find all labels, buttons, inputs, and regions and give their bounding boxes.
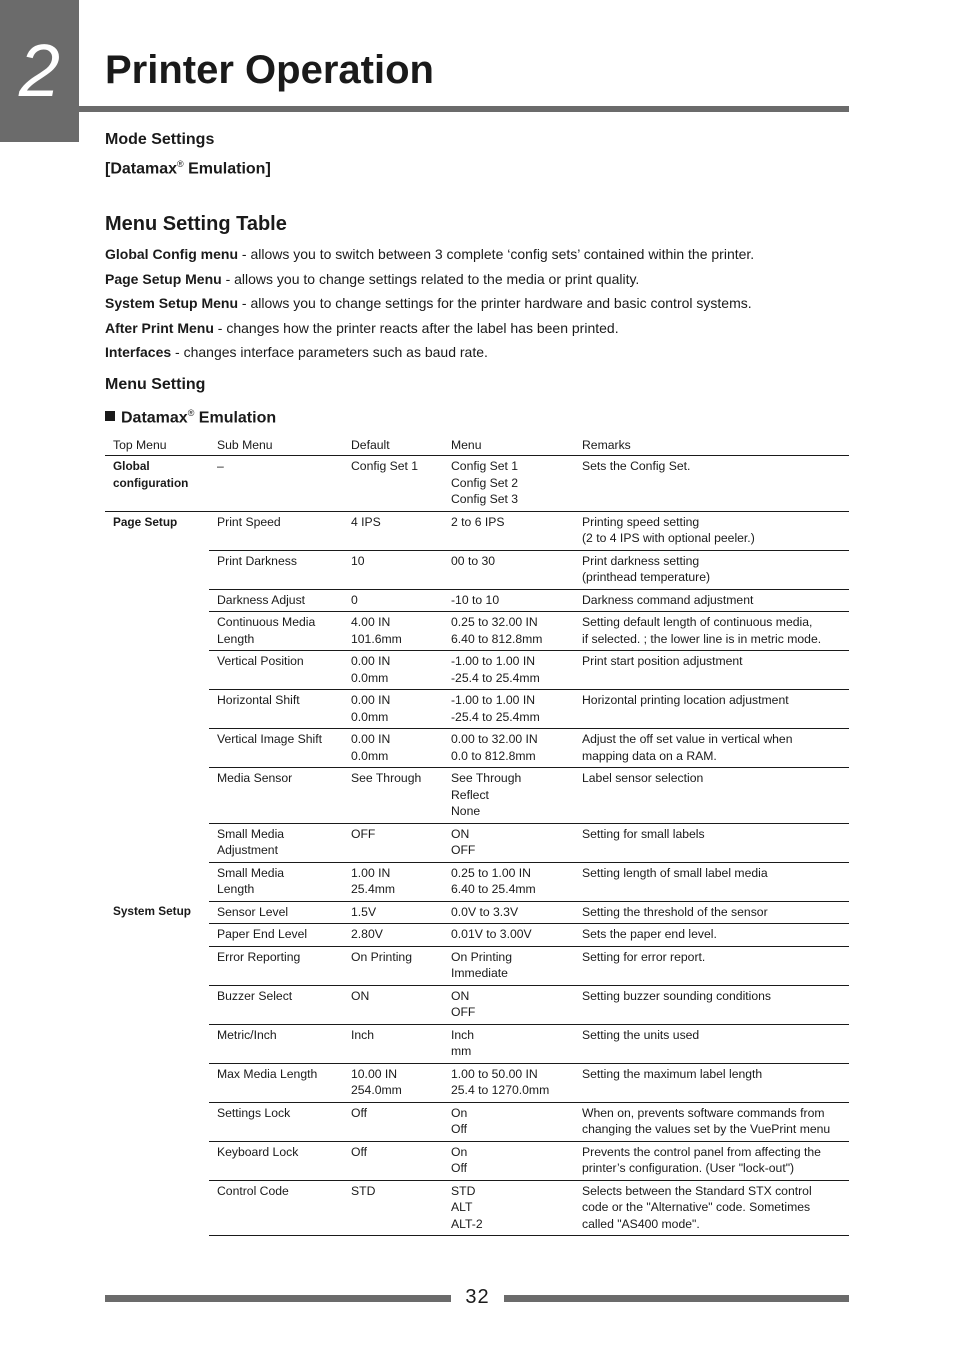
menu-cell <box>443 823 574 862</box>
remarks-cell-line: code or the "Alternative" code. Sometimes <box>582 1200 811 1214</box>
table-row <box>105 550 849 589</box>
menu-cell-line: Inch <box>451 1027 475 1042</box>
remarks-cell-line: changing the values set by the VuePrint menu <box>582 1122 831 1136</box>
sub-menu-cell <box>209 690 343 729</box>
default-cell-line: 0.00 IN <box>351 732 391 746</box>
default-cell-line: 10.00 IN <box>351 1066 398 1081</box>
remarks-cell <box>574 550 849 589</box>
table-row <box>105 1102 849 1141</box>
menu-cell-line: On <box>451 1144 468 1159</box>
default-cell-line: Off <box>351 1144 368 1159</box>
top-menu-cell-line: Page Setup <box>113 514 178 529</box>
sub-menu-cell-line: Horizontal Shift <box>217 693 300 707</box>
default-cell <box>343 589 443 612</box>
chapter-number: 2 <box>18 29 61 112</box>
sub-menu-cell-line: Print Darkness <box>217 553 297 568</box>
menu-cell-line: 00 to 30 <box>451 553 496 568</box>
table-row <box>105 690 849 729</box>
default-cell <box>343 768 443 824</box>
sub-menu-cell <box>209 589 343 612</box>
menu-cell-line: ALT <box>451 1200 473 1214</box>
mode-settings-line: Mode Settings <box>105 131 215 148</box>
default-cell-line: 2.80V <box>351 927 383 941</box>
menu-cell <box>443 1024 574 1063</box>
description-text: - changes interface parameters such as baud rate. <box>171 344 488 361</box>
sub-menu-cell-line: Sensor Level <box>217 904 289 919</box>
registered-mark: ® <box>177 159 184 169</box>
description-line <box>105 291 845 316</box>
menu-cell-line: Config Set 3 <box>451 492 519 506</box>
default-cell-line: Inch <box>351 1027 375 1042</box>
menu-cell <box>443 1063 574 1102</box>
table-row <box>105 1180 849 1236</box>
sub-menu-cell <box>209 1180 343 1236</box>
emulation-brand: [Datamax <box>105 160 178 178</box>
sub-menu-cell <box>209 511 343 550</box>
menu-cell-line: -1.00 to 1.00 IN <box>451 693 536 707</box>
description-term: Global Config menu <box>105 246 238 262</box>
default-cell <box>343 651 443 690</box>
description-term: Page Setup Menu <box>105 270 222 287</box>
default-cell-line: Config Set 1 <box>351 459 419 473</box>
table-row <box>105 456 849 512</box>
sub-menu-cell-line: Metric/Inch <box>217 1027 277 1042</box>
sub-menu-cell-line: Darkness Adjust <box>217 592 306 607</box>
default-cell <box>343 946 443 985</box>
remarks-cell <box>574 1024 849 1063</box>
default-cell-line: 0.0mm <box>351 670 389 685</box>
remarks-cell-line: Setting length of small label media <box>582 865 768 880</box>
sub-menu-cell-line: Error Reporting <box>217 949 301 964</box>
sub-menu-cell <box>209 946 343 985</box>
menu-cell-line: Immediate <box>451 966 508 980</box>
table-row <box>105 1024 849 1063</box>
default-cell-line: 10 <box>351 553 365 568</box>
sub-menu-cell-line: Media Sensor <box>217 771 293 785</box>
table-row <box>105 901 849 924</box>
sub-menu-cell <box>209 1141 343 1180</box>
section-title: Menu Setting Table <box>105 213 287 235</box>
sub-menu-cell-line: Small Media <box>217 865 285 880</box>
menu-cell-line: Reflect <box>451 787 489 802</box>
remarks-cell-line: Setting the threshold of the sensor <box>582 904 768 919</box>
square-bullet-icon <box>105 411 115 421</box>
default-cell-line: 4.00 IN <box>351 615 391 629</box>
table-row <box>105 589 849 612</box>
default-cell-line: STD <box>351 1183 376 1198</box>
default-cell <box>343 690 443 729</box>
remarks-cell <box>574 985 849 1024</box>
default-cell-line: 0.0mm <box>351 748 389 763</box>
table-row <box>105 985 849 1024</box>
footer-bar-left <box>105 1295 451 1302</box>
remarks-cell-line: Sets the Config Set. <box>582 459 691 473</box>
menu-cell-line: None <box>451 804 481 818</box>
remarks-cell <box>574 768 849 824</box>
header-remarks: Remarks <box>574 436 849 456</box>
page-title: Printer Operation <box>105 48 434 92</box>
top-menu-cell <box>105 511 209 901</box>
menu-cell-line: Off <box>451 1122 468 1136</box>
remarks-cell <box>574 589 849 612</box>
remarks-cell-line: Setting for small labels <box>582 826 705 841</box>
remarks-cell <box>574 511 849 550</box>
table-row <box>105 511 849 550</box>
sub-menu-cell <box>209 768 343 824</box>
remarks-cell <box>574 729 849 768</box>
menu-cell-line: 25.4 to 1270.0mm <box>451 1083 550 1097</box>
sub-menu-cell <box>209 729 343 768</box>
remarks-cell-line: Setting for error report. <box>582 949 706 964</box>
default-cell-line: Off <box>351 1105 368 1120</box>
default-cell <box>343 1180 443 1236</box>
description-line <box>105 340 845 365</box>
table-row <box>105 768 849 824</box>
default-cell-line: 25.4mm <box>351 882 396 896</box>
top-menu-cell-line: configuration <box>113 475 189 490</box>
description-text: - allows you to switch between 3 complete ‘config sets’ contained within the printer. <box>238 246 755 262</box>
sub-menu-cell-line: – <box>217 459 224 473</box>
sub-menu-cell <box>209 550 343 589</box>
default-cell <box>343 924 443 947</box>
table-header-row <box>105 436 849 456</box>
sub-menu-cell-line: Length <box>217 631 255 646</box>
remarks-cell-line: Setting buzzer sounding conditions <box>582 988 772 1003</box>
remarks-cell <box>574 1063 849 1102</box>
default-cell-line: 4 IPS <box>351 514 381 529</box>
default-cell-line: OFF <box>351 826 376 841</box>
remarks-cell-line: Prevents the control panel from affecting the <box>582 1144 821 1159</box>
menu-cell-line: 2 to 6 IPS <box>451 514 505 529</box>
menu-cell-line: -25.4 to 25.4mm <box>451 670 540 685</box>
menu-cell-line: 6.40 to 812.8mm <box>451 631 543 646</box>
remarks-cell <box>574 612 849 651</box>
menu-cell <box>443 690 574 729</box>
remarks-cell <box>574 862 849 901</box>
default-cell-line: 0 <box>351 592 358 607</box>
sub-menu-cell-line: Print Speed <box>217 514 281 529</box>
description-line <box>105 242 845 267</box>
default-cell <box>343 1024 443 1063</box>
menu-cell-line: 0.25 to 1.00 IN <box>451 865 531 880</box>
menu-cell-line: On Printing <box>451 949 512 964</box>
remarks-cell-line: mapping data on a RAM. <box>582 748 717 763</box>
sub-menu-cell-line: Vertical Image Shift <box>217 732 322 746</box>
menu-cell <box>443 456 574 512</box>
menu-cell <box>443 768 574 824</box>
sub-menu-cell <box>209 901 343 924</box>
menu-cell <box>443 1102 574 1141</box>
remarks-cell-line: if selected. ; the lower line is in metric mode. <box>582 631 822 646</box>
default-cell-line: 0.00 IN <box>351 654 391 668</box>
remarks-cell-line: Label sensor selection <box>582 771 704 785</box>
menu-cell-line: On <box>451 1105 468 1120</box>
sub-menu-cell <box>209 612 343 651</box>
remarks-cell-line: printer’s configuration. (User "lock-out") <box>582 1161 795 1175</box>
default-cell <box>343 1141 443 1180</box>
emulation-title <box>105 408 276 427</box>
header-menu: Menu <box>443 436 574 456</box>
default-cell <box>343 1063 443 1102</box>
header-sub-menu: Sub Menu <box>209 436 343 456</box>
description-line <box>105 267 845 292</box>
menu-setting-table <box>105 436 849 1236</box>
menu-cell <box>443 1141 574 1180</box>
emulation-rest: Emulation] <box>183 160 271 178</box>
sub-menu-cell-line: Buzzer Select <box>217 988 293 1003</box>
default-cell <box>343 612 443 651</box>
menu-cell <box>443 612 574 651</box>
default-cell-line: See Through <box>351 771 422 785</box>
sub-menu-cell <box>209 651 343 690</box>
menu-cell-line: STD <box>451 1183 476 1198</box>
table-row <box>105 946 849 985</box>
default-cell <box>343 862 443 901</box>
remarks-cell-line: (2 to 4 IPS with optional peeler.) <box>582 531 755 545</box>
default-cell-line: 101.6mm <box>351 631 402 646</box>
emulation-title-brand: Datamax <box>121 409 188 427</box>
remarks-cell <box>574 456 849 512</box>
menu-setting-title: Menu Setting <box>105 376 206 393</box>
remarks-cell-line: Selects between the Standard STX control <box>582 1183 812 1198</box>
registered-mark: ® <box>187 408 195 418</box>
table-row <box>105 924 849 947</box>
sub-menu-cell <box>209 1102 343 1141</box>
menu-cell-line: ON <box>451 988 470 1003</box>
emulation-title-rest: Emulation <box>194 409 277 427</box>
default-cell-line: 0.0mm <box>351 709 389 724</box>
sub-menu-cell-line: Keyboard Lock <box>217 1144 299 1159</box>
table-row <box>105 729 849 768</box>
default-cell <box>343 550 443 589</box>
remarks-cell-line: Setting the maximum label length <box>582 1066 763 1081</box>
remarks-cell-line: Setting default length of continuous media, <box>582 615 813 629</box>
menu-cell-line: mm <box>451 1044 472 1058</box>
default-cell <box>343 729 443 768</box>
menu-cell-line: 0.01V to 3.00V <box>451 927 532 941</box>
top-menu-cell <box>105 901 209 1236</box>
title-rule <box>79 106 849 112</box>
default-cell-line: 0.00 IN <box>351 693 391 707</box>
sub-menu-cell-line: Paper End Level <box>217 927 308 941</box>
menu-cell-line: ON <box>451 826 470 841</box>
table-row <box>105 862 849 901</box>
menu-cell-line: See Through <box>451 771 522 785</box>
remarks-cell-line: Horizontal printing location adjustment <box>582 693 789 707</box>
remarks-cell-line: Printing speed setting <box>582 514 700 529</box>
sub-menu-cell-line: Max Media Length <box>217 1066 318 1081</box>
menu-cell <box>443 729 574 768</box>
menu-cell <box>443 589 574 612</box>
menu-cell-line: Config Set 2 <box>451 475 519 490</box>
remarks-cell <box>574 924 849 947</box>
sub-menu-cell <box>209 862 343 901</box>
remarks-cell <box>574 823 849 862</box>
menu-cell <box>443 924 574 947</box>
remarks-cell-line: Darkness command adjustment <box>582 592 754 607</box>
default-cell-line: 1.5V <box>351 904 377 919</box>
sub-menu-cell <box>209 456 343 512</box>
default-cell-line: On Printing <box>351 949 412 964</box>
page-number: 32 <box>465 1286 490 1308</box>
remarks-cell-line: Sets the paper end level. <box>582 927 717 941</box>
table-body <box>105 456 849 1236</box>
menu-cell-line: 1.00 to 50.00 IN <box>451 1066 538 1081</box>
sub-menu-cell-line: Control Code <box>217 1183 289 1198</box>
default-cell <box>343 511 443 550</box>
remarks-cell <box>574 946 849 985</box>
remarks-cell <box>574 1141 849 1180</box>
remarks-cell <box>574 1180 849 1236</box>
table-row <box>105 823 849 862</box>
sub-menu-cell-line: Settings Lock <box>217 1105 291 1120</box>
remarks-cell <box>574 1102 849 1141</box>
remarks-cell-line: Print darkness setting <box>582 553 700 568</box>
remarks-cell-line: Setting the units used <box>582 1027 700 1042</box>
menu-cell-line: ALT-2 <box>451 1216 483 1231</box>
menu-cell-line: -10 to 10 <box>451 592 500 607</box>
default-cell <box>343 823 443 862</box>
menu-cell <box>443 1180 574 1236</box>
remarks-cell-line: When on, prevents software commands from <box>582 1105 825 1120</box>
description-text: - changes how the printer reacts after the label has been printed. <box>213 319 619 336</box>
sub-menu-cell-line: Length <box>217 882 255 896</box>
menu-cell-line: 0.25 to 32.00 IN <box>451 615 538 629</box>
sub-menu-cell-line: Small Media <box>217 826 285 841</box>
menu-cell <box>443 985 574 1024</box>
menu-cell-line: -1.00 to 1.00 IN <box>451 654 536 668</box>
sub-menu-cell-line: Vertical Position <box>217 654 304 668</box>
menu-cell-line: OFF <box>451 843 476 857</box>
table-row <box>105 612 849 651</box>
menu-cell-line: Off <box>451 1161 468 1175</box>
table-row <box>105 1063 849 1102</box>
menu-cell-line: 0.0 to 812.8mm <box>451 748 536 763</box>
sub-menu-cell <box>209 1063 343 1102</box>
remarks-cell <box>574 651 849 690</box>
menu-descriptions <box>105 242 845 365</box>
menu-cell-line: 0.00 to 32.00 IN <box>451 732 538 746</box>
description-term: Interfaces <box>105 344 172 361</box>
default-cell <box>343 901 443 924</box>
menu-cell <box>443 550 574 589</box>
sub-menu-cell <box>209 985 343 1024</box>
header-default: Default <box>343 436 443 456</box>
remarks-cell <box>574 901 849 924</box>
remarks-cell-line: Print start position adjustment <box>582 654 743 668</box>
mode-settings-heading <box>105 127 271 181</box>
menu-cell-line: 6.40 to 25.4mm <box>451 882 536 896</box>
sub-menu-cell <box>209 924 343 947</box>
menu-cell <box>443 901 574 924</box>
top-menu-cell <box>105 456 209 512</box>
menu-cell-line: Config Set 1 <box>451 459 519 473</box>
default-cell-line: 254.0mm <box>351 1083 402 1097</box>
default-cell-line: 1.00 IN <box>351 865 391 880</box>
menu-cell <box>443 651 574 690</box>
sub-menu-cell <box>209 823 343 862</box>
description-term: System Setup Menu <box>105 295 239 312</box>
sub-menu-cell <box>209 1024 343 1063</box>
footer-bar-right <box>504 1295 849 1302</box>
description-term: After Print Menu <box>105 319 214 336</box>
header-top-menu: Top Menu <box>105 436 209 456</box>
table-row <box>105 1141 849 1180</box>
default-cell <box>343 456 443 512</box>
top-menu-cell-line: System Setup <box>113 904 192 918</box>
menu-cell-line: -25.4 to 25.4mm <box>451 709 540 724</box>
menu-cell <box>443 862 574 901</box>
remarks-cell-line: called "AS400 mode". <box>582 1216 700 1231</box>
sub-menu-cell-line: Continuous Media <box>217 615 316 629</box>
menu-cell-line: 0.0V to 3.3V <box>451 904 519 919</box>
sub-menu-cell-line: Adjustment <box>217 843 278 857</box>
remarks-cell-line: (printhead temperature) <box>582 570 711 584</box>
description-text: - allows you to change settings related to the media or print quality. <box>221 270 640 287</box>
table-row <box>105 651 849 690</box>
description-line <box>105 316 845 341</box>
menu-cell <box>443 946 574 985</box>
remarks-cell <box>574 690 849 729</box>
top-menu-cell-line: Global <box>113 459 150 473</box>
menu-cell-line: OFF <box>451 1005 476 1019</box>
default-cell <box>343 1102 443 1141</box>
remarks-cell-line: Adjust the off set value in vertical when <box>582 732 793 746</box>
menu-cell <box>443 511 574 550</box>
description-text: - allows you to change settings for the printer hardware and basic control systems. <box>238 295 752 312</box>
emulation-line <box>105 152 271 181</box>
default-cell-line: ON <box>351 988 370 1003</box>
default-cell <box>343 985 443 1024</box>
